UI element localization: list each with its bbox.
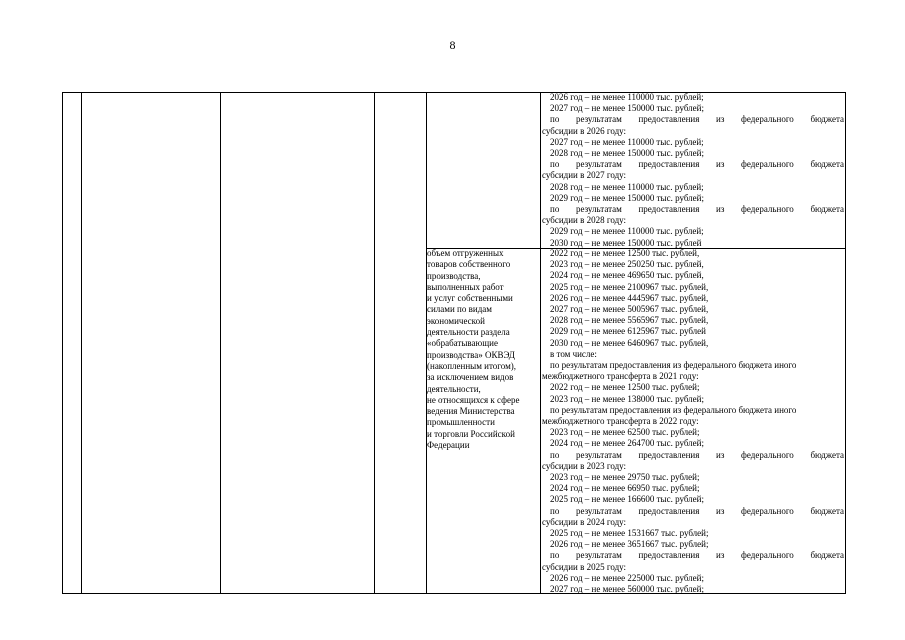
indicator-line: Федерации: [427, 440, 470, 451]
text-line: субсидии в 2025 году:: [542, 561, 627, 572]
text-line: 2024 год – не менее 469650 тыс. рублей,: [550, 270, 704, 281]
text-line: 2030 год – не менее 6460967 тыс. рублей,: [550, 337, 709, 348]
indicator-line: за исключением видов: [427, 372, 514, 383]
indicator-line: «обрабатывающие: [427, 338, 498, 349]
column-divider: [374, 93, 375, 593]
text-line: 2028 год – не менее 110000 тыс. рублей;: [550, 181, 704, 192]
indicator-line: производства» ОКВЭД: [427, 349, 515, 360]
text-line: 2026 год – не менее 3651667 тыс. рублей;: [550, 539, 709, 550]
text-line: 2027 год – не менее 110000 тыс. рублей;: [550, 136, 704, 147]
text-line: 2026 год – не менее 4445967 тыс. рублей,: [550, 292, 709, 303]
text-line: 2023 год – не менее 62500 тыс. рублей;: [550, 427, 700, 438]
text-line: 2027 год – не менее 150000 тыс. рублей;: [550, 103, 704, 114]
indicator-name-cell: [427, 248, 539, 451]
text-line: 2027 год – не менее 560000 тыс. рублей;: [550, 584, 704, 595]
indicator-line: (накопленным итогом),: [427, 360, 517, 371]
indicator-line: и торговли Российской: [427, 428, 515, 439]
indicator-line: выполненных работ: [427, 281, 504, 292]
text-line: по результатам предоставления из федерального бюджета: [550, 505, 844, 516]
indicator-line: производства,: [427, 270, 481, 281]
column-divider: [540, 93, 541, 593]
indicator-line: деятельности раздела: [427, 327, 510, 338]
column-divider: [81, 93, 82, 593]
text-line: в том числе:: [550, 348, 597, 359]
indicator-line: не относящихся к сфере: [427, 394, 520, 405]
text-line: 2022 год – не менее 12500 тыс. рублей;: [550, 382, 700, 393]
text-line: 2027 год – не менее 5005967 тыс. рублей,: [550, 304, 709, 315]
indicator-line: и услуг собственными: [427, 293, 513, 304]
text-line: субсидии в 2023 году:: [542, 460, 627, 471]
text-line: 2029 год – не менее 6125967 тыс. рублей: [550, 326, 706, 337]
indicator-line: ведения Министерства: [427, 406, 515, 417]
text-line: межбюджетного трансферта в 2022 году:: [542, 416, 699, 427]
text-line: по результатам предоставления из федерального бюджета: [550, 550, 844, 561]
text-line: 2025 год – не менее 1531667 тыс. рублей;: [550, 528, 709, 539]
text-line: субсидии в 2027 году:: [542, 170, 627, 181]
text-line: 2024 год – не менее 264700 тыс. рублей;: [550, 438, 704, 449]
text-line: по результатам предоставления из федерального бюджета: [550, 114, 844, 125]
text-line: 2028 год – не менее 150000 тыс. рублей;: [550, 148, 704, 159]
text-line: 2022 год – не менее 12500 тыс. рублей,: [550, 248, 700, 258]
text-line: по результатам предоставления из федерального бюджета иного: [550, 404, 797, 415]
indicator-line: объем отгруженных: [427, 248, 504, 258]
page-number: 8: [449, 38, 456, 52]
text-line: 2024 год – не менее 66950 тыс. рублей;: [550, 483, 700, 494]
indicator-line: деятельности,: [427, 383, 481, 394]
targets-block-lower: [542, 248, 844, 595]
targets-block-upper: [542, 92, 844, 249]
text-line: 2025 год – не менее 2100967 тыс. рублей,: [550, 281, 709, 292]
indicator-line: промышленности: [427, 417, 495, 428]
text-line: 2029 год – не менее 110000 тыс. рублей;: [550, 226, 704, 237]
text-line: субсидии в 2026 году:: [542, 125, 627, 136]
column-divider: [220, 93, 221, 593]
indicator-line: экономической: [427, 315, 485, 326]
text-line: 2026 год – не менее 225000 тыс. рублей;: [550, 572, 704, 583]
text-line: 2023 год – не менее 29750 тыс. рублей;: [550, 472, 700, 483]
text-line: 2030 год – не менее 150000 тыс. рублей: [550, 237, 702, 248]
text-line: по результатам предоставления из федерального бюджета иного: [550, 360, 797, 371]
text-line: 2023 год – не менее 250250 тыс. рублей,: [550, 259, 704, 270]
text-line: 2025 год – не менее 166600 тыс. рублей;: [550, 494, 704, 505]
text-line: по результатам предоставления из федерального бюджета: [550, 204, 844, 215]
text-line: по результатам предоставления из федерального бюджета: [550, 159, 844, 170]
text-line: субсидии в 2028 году:: [542, 215, 627, 226]
indicator-line: силами по видам: [427, 304, 492, 315]
text-line: по результатам предоставления из федерального бюджета: [550, 449, 844, 460]
indicator-line: товаров собственного: [427, 259, 511, 270]
text-line: межбюджетного трансферта в 2021 году:: [542, 371, 699, 382]
text-line: 2029 год – не менее 150000 тыс. рублей;: [550, 192, 704, 203]
text-line: 2023 год – не менее 138000 тыс. рублей;: [550, 393, 704, 404]
text-line: субсидии в 2024 году:: [542, 516, 627, 527]
text-line: 2026 год – не менее 110000 тыс. рублей;: [550, 92, 704, 102]
text-line: 2028 год – не менее 5565967 тыс. рублей,: [550, 315, 709, 326]
